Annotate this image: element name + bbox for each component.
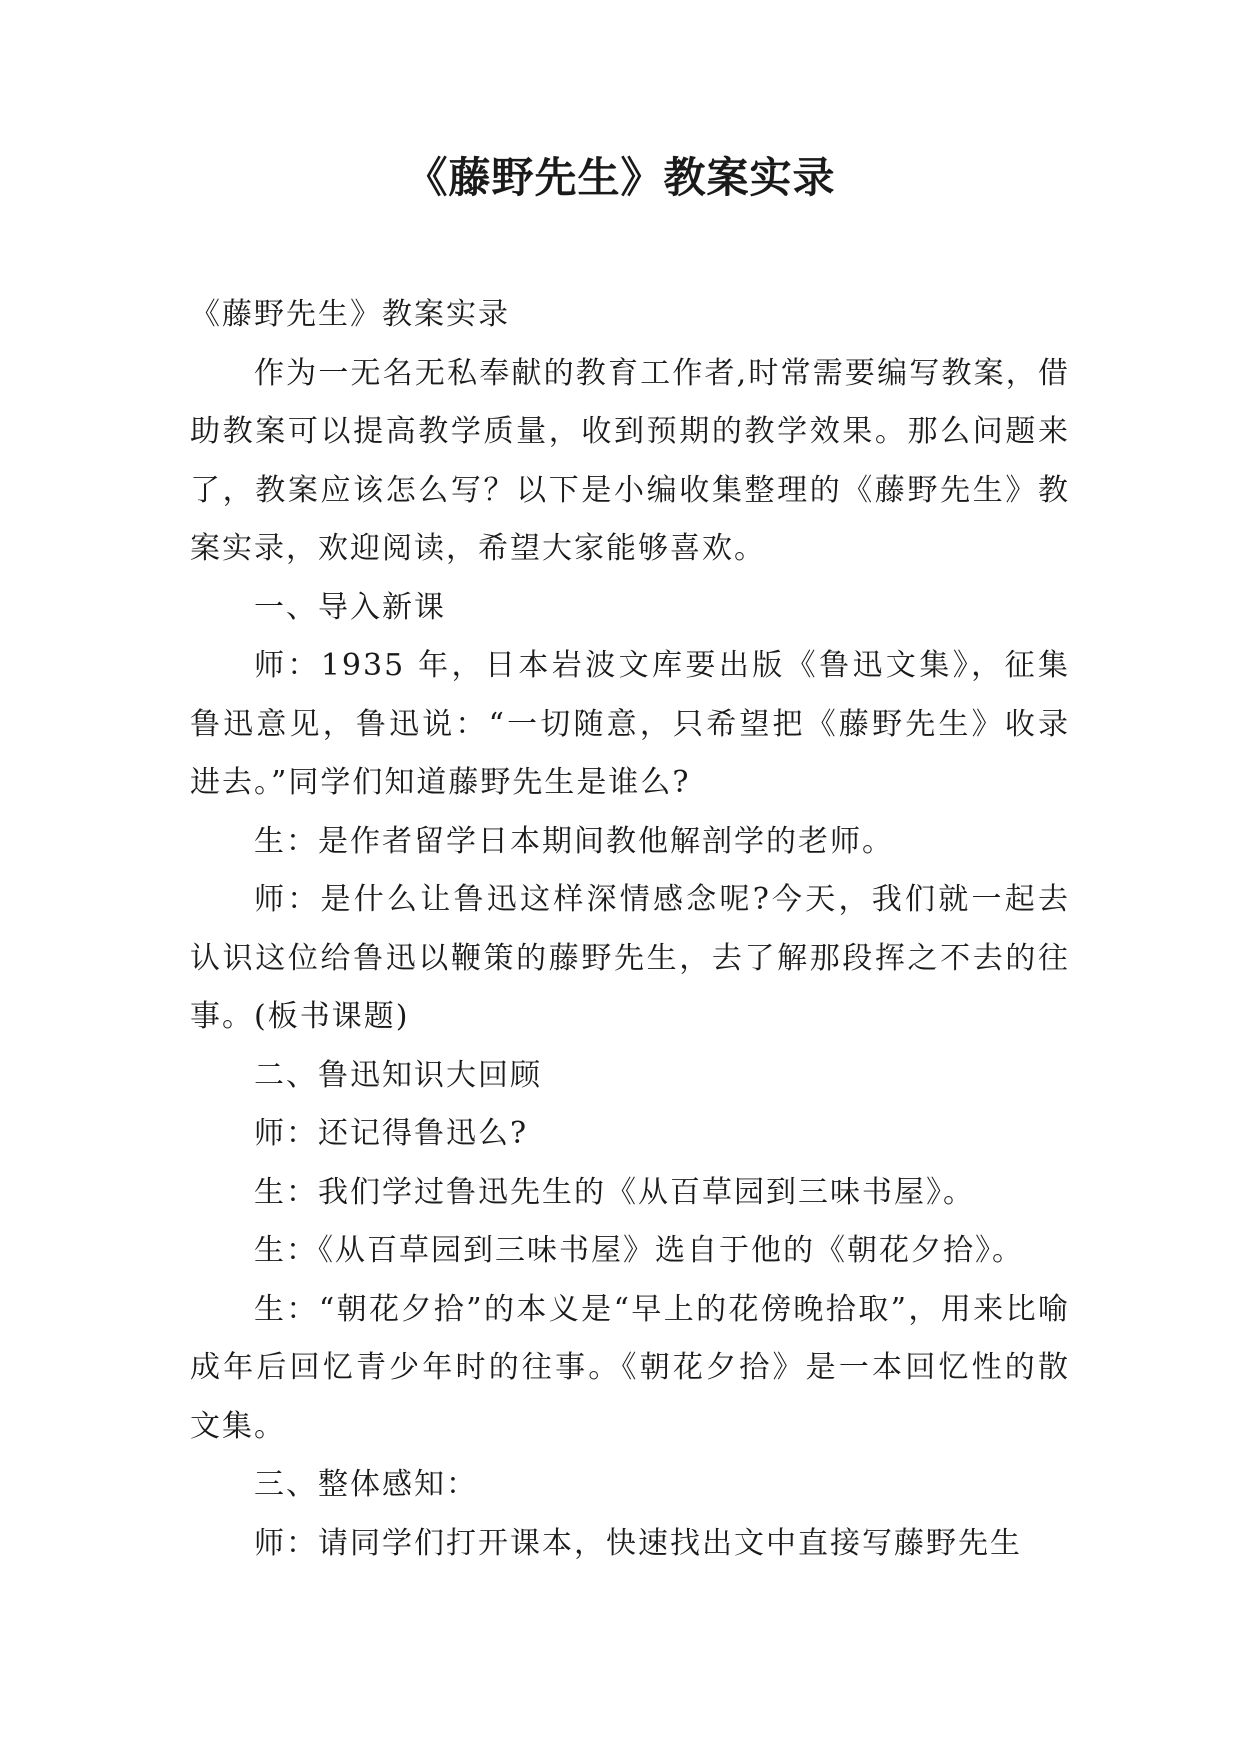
section-heading-1: 一、导入新课 <box>254 589 446 625</box>
document-title: 《藤野先生》教案实录 <box>405 153 836 202</box>
section-heading-2: 二、鲁迅知识大回顾 <box>254 1057 542 1093</box>
paragraph: 师：是什么让鲁迅这样深情感念呢?今天，我们就一起去认识这位给鲁迅以鞭策的藤野先生，去了解那段挥之不去的往事。(板书课题) <box>190 882 1070 1034</box>
paragraph: 生：“朝花夕拾”的本义是“早上的花傍晚拾取”，用来比喻成年后回忆青少年时的往事。《朝花夕拾》是一本回忆性的散文集。 <box>190 1291 1070 1444</box>
paragraph: 师：请同学们打开课本，快速找出文中直接写藤野先生 <box>254 1525 1022 1561</box>
paragraph: 生：是作者留学日本期间教他解剖学的老师。 <box>254 823 894 859</box>
paragraph: 生：《从百草园到三味书屋》选自于他的《朝花夕拾》。 <box>254 1233 1024 1268</box>
paragraph: 师：1935 年，日本岩波文库要出版《鲁迅文集》，征集鲁迅意见，鲁迅说：“一切随意，只希望把《藤野先生》收录进去。”同学们知道藤野先生是谁么? <box>190 648 1070 800</box>
document-body <box>190 286 1070 1573</box>
paragraph: 师：还记得鲁迅么? <box>254 1116 529 1151</box>
paragraph: 生：我们学过鲁迅先生的《从百草园到三味书屋》。 <box>254 1174 975 1210</box>
paragraph-intro: 作为一无名无私奉献的教育工作者,时常需要编写教案，借助教案可以提高教学质量，收到预期的教学效果。那么问题来了，教案应该怎么写？以下是小编收集整理的《藤野先生》教案实录，欢迎阅读，希望大家能够喜欢。 <box>190 355 1070 566</box>
paragraph-subtitle: 《藤野先生》教案实录 <box>190 297 510 332</box>
section-heading-3: 三、整体感知： <box>254 1467 478 1502</box>
